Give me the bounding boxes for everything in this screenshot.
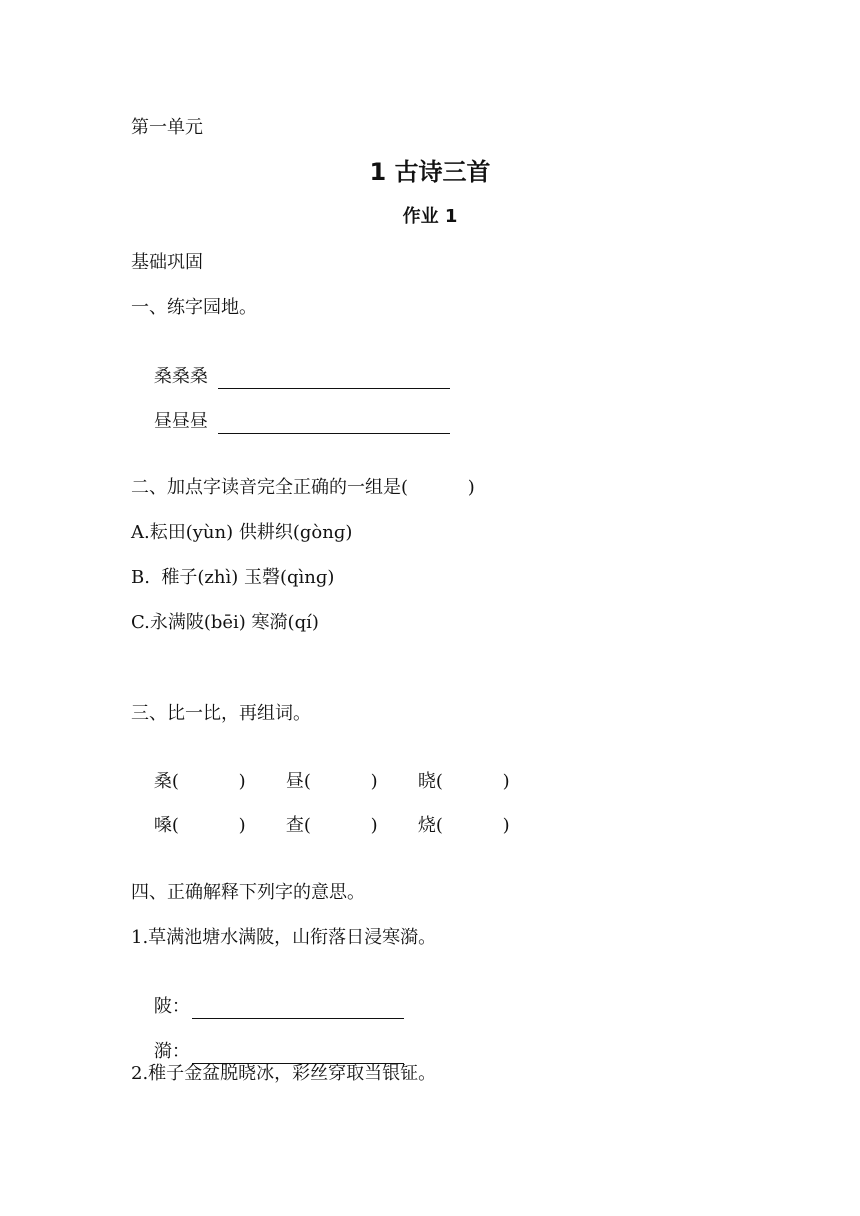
q3-item-2: 昼( ) <box>285 771 378 792</box>
q2-option-b: B. 稚子(zhì) 玉磬(qìnɡ) <box>131 567 335 588</box>
writing-blank-2[interactable] <box>218 415 450 434</box>
q3-item-4: 嗓( ) <box>153 815 246 836</box>
q3-row-2 <box>131 790 510 862</box>
q2-heading: 二、加点字读音完全正确的一组是( ) <box>131 477 475 498</box>
label-yi: 漪： <box>153 1041 190 1062</box>
q4-heading: 四、正确解释下列字的意思。 <box>131 882 365 903</box>
q1-row-2 <box>131 386 450 458</box>
q3-heading: 三、比一比，再组词。 <box>131 703 311 724</box>
q3-item-5: 查( ) <box>285 815 378 836</box>
q4-item-1: 1.草满池塘水满陂，山衔落日浸寒漪。 <box>131 927 437 948</box>
q3-item-1: 桑( ) <box>153 771 246 792</box>
q1-heading: 一、练字园地。 <box>131 297 257 318</box>
practice-char-2: 昼昼昼 <box>153 411 208 432</box>
unit-label: 第一单元 <box>131 117 203 138</box>
q2-option-a: A.耘田(yùn) 供耕织(gònɡ) <box>131 522 353 543</box>
homework-title: 作业 1 <box>402 206 458 227</box>
q3-item-3: 晓( ) <box>417 771 510 792</box>
q2-option-c: C.永满陂(bēi) 寒漪(qí) <box>131 612 319 633</box>
section-basic-label: 基础巩固 <box>131 252 203 273</box>
label-bei: 陂： <box>153 996 190 1017</box>
q4-item-2: 2.稚子金盆脱晓冰，彩丝穿取当银钲。 <box>131 1063 437 1084</box>
practice-char-1: 桑桑桑 <box>153 366 208 387</box>
q3-item-6: 烧( ) <box>417 815 510 836</box>
lesson-title: 1 古诗三首 <box>369 158 491 186</box>
